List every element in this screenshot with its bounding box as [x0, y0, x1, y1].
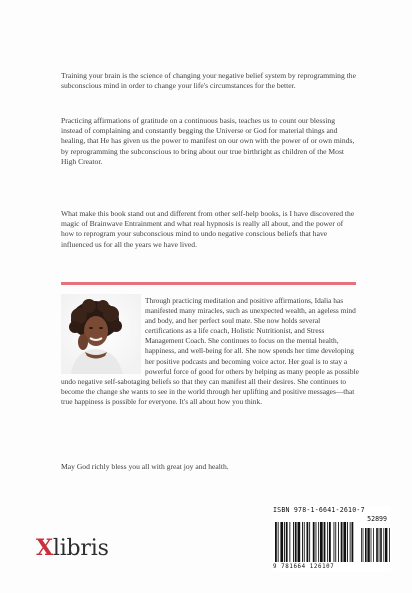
addon-barcode-bar: [363, 528, 364, 562]
barcode-bar: [313, 522, 315, 562]
barcode-bar: [289, 522, 290, 562]
barcode-bar: [278, 522, 279, 562]
book-distinction-paragraph: What make this book stand out and different from other self-help books, is I have discovered the magic of Brainwave Entrainment and what real hypnosis is really all about, and the power of how to reprogram your subconscious mind to undo negative conscious beliefs that have influenced us for all the years we have lived.: [61, 209, 355, 249]
closing-blessing: May God richly bless you all with great joy and health.: [61, 462, 229, 471]
addon-barcode-bar: [365, 528, 367, 562]
barcode-bar: [309, 522, 310, 562]
barcode-bar: [341, 522, 343, 562]
barcode-digits: 9 781664 126107: [273, 564, 335, 570]
publisher-logo-rest: libris: [52, 536, 109, 561]
barcode-bar: [324, 522, 326, 562]
barcode-bar: [334, 522, 335, 562]
addon-barcode-bar: [383, 528, 384, 562]
addon-barcode-bar: [373, 528, 374, 562]
addon-barcode-bar: [361, 528, 362, 562]
barcode-bar: [302, 522, 303, 562]
barcode-bar: [275, 522, 277, 562]
barcode-bar: [307, 522, 309, 562]
addon-barcode-bar: [379, 528, 380, 562]
barcode-bar: [295, 522, 297, 562]
barcode-bars: [273, 522, 391, 564]
barcode-bar: [284, 522, 285, 562]
barcode-bar: [329, 522, 331, 562]
barcode-bar: [343, 522, 346, 562]
barcode-bar: [327, 522, 328, 562]
addon-barcode-bar: [371, 528, 372, 562]
addon-barcode-bar: [380, 528, 382, 562]
barcode-bar: [293, 522, 294, 562]
barcode-bar: [280, 522, 283, 562]
section-divider: [61, 282, 356, 285]
addon-barcode-bar: [376, 528, 378, 562]
isbn-barcode: [273, 506, 391, 572]
barcode-bar: [298, 522, 301, 562]
addon-barcode-bar: [367, 528, 369, 562]
addon-barcode-bar: [385, 528, 387, 562]
barcode-bar: [320, 522, 323, 562]
publisher-logo: [36, 535, 109, 561]
photo-spacer: [61, 296, 145, 376]
addon-barcode-bar: [389, 528, 390, 562]
barcode-bar: [316, 522, 317, 562]
intro-paragraph: Training your brain is the science of changing your negative belief system by reprogramming the subconscious mind in order to change your life's circumstances for the better.: [61, 71, 356, 91]
barcode-bar: [352, 522, 354, 562]
barcode-bar: [338, 522, 339, 562]
publisher-logo-x: X: [36, 535, 53, 561]
barcode-bar: [304, 522, 305, 562]
price-code: 52899: [367, 515, 387, 523]
barcode-bar: [318, 522, 319, 562]
author-bio: [61, 296, 359, 407]
author-bio-text: Through practicing meditation and positive affirmations, Idalia has manifested many miracles, such as unexpected wealth, an ageless mind and body, and her perfect soul mate. She now holds several certifications as a life coach, Holistic Nutritionist, and Stress Management Coach. She continues to focus on the mental health, happiness, and well-being for all. She now spends her time developing her positive podcasts and becoming voice actor. Her goal is to stay a powerful force of good for others by helping as many people as possible undo negative self-sabotaging beliefs so that they can manifest all their desires. She continues to become the change she wants to see in the world through her uplifting and positive messages—that true happiness is possible for everyone. It's all about how you think.: [61, 296, 359, 406]
affirmations-paragraph: Practicing affirmations of gratitude on a continuous basis, teaches us to count our blessing instead of complaining and constantly begging the Universe or God for material things and healing, that He has given us the power to manifest on our own with the power of or own minds, by reprogramming the subconscious to bring about our true birthright as children of the Most High Creator.: [61, 116, 355, 166]
barcode-bar: [335, 522, 336, 562]
barcode-bar: [286, 522, 288, 562]
isbn-text: ISBN 978-1-6641-2610-7: [273, 506, 365, 514]
barcode-bar: [350, 522, 351, 562]
barcode-bar: [347, 522, 348, 562]
